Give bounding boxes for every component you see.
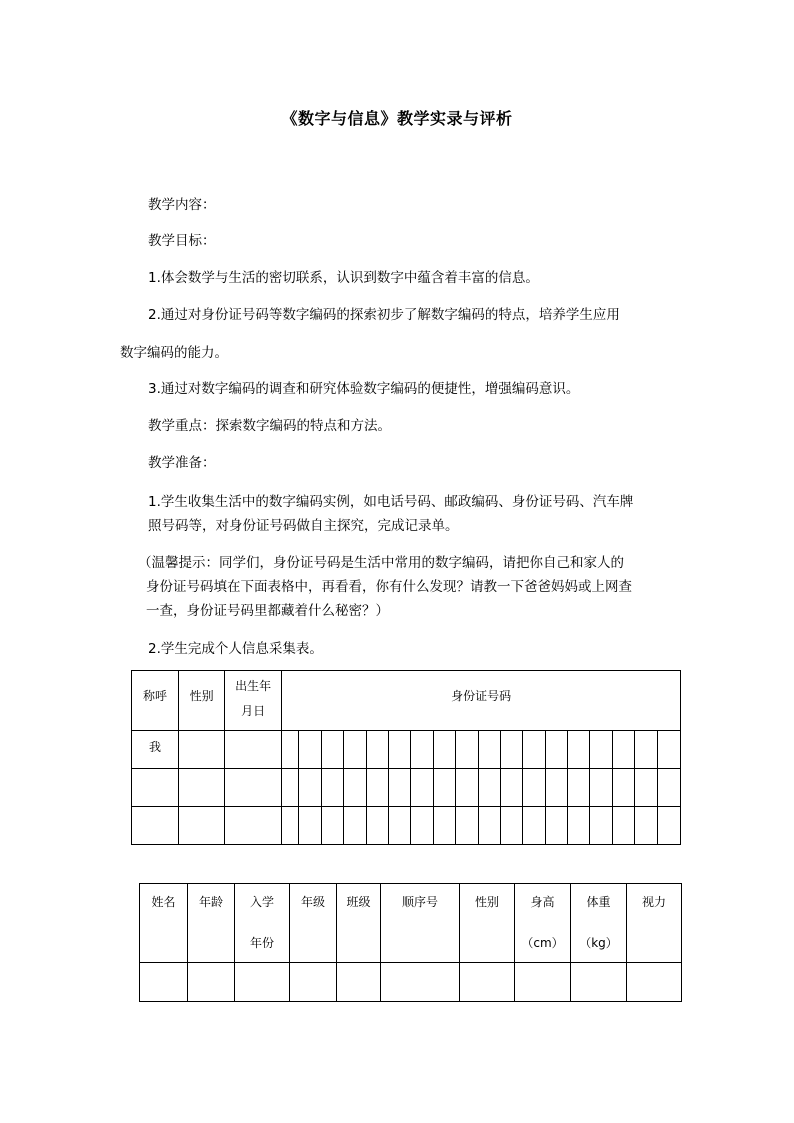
id-digit-cell[interactable] bbox=[456, 731, 479, 769]
id-digit-cell[interactable] bbox=[282, 731, 299, 769]
table-cell[interactable] bbox=[132, 807, 179, 845]
id-record-table bbox=[131, 670, 681, 845]
personal-info-table bbox=[139, 883, 682, 1002]
table-cell[interactable] bbox=[225, 769, 282, 807]
id-digit-cell[interactable] bbox=[613, 807, 635, 845]
id-digit-cell[interactable] bbox=[479, 731, 501, 769]
paragraph: 身份证号码填在下面表格中，再看看，你有什么发现？请教一下爸爸妈妈或上网查 bbox=[146, 579, 632, 595]
table-cell[interactable] bbox=[627, 963, 682, 1002]
table-cell[interactable] bbox=[225, 807, 282, 845]
id-digit-cell[interactable] bbox=[389, 769, 411, 807]
paragraph: 1.学生收集生活中的数字编码实例，如电话号码、邮政编码、身份证号码、汽车牌 bbox=[148, 494, 634, 510]
id-digit-cell[interactable] bbox=[344, 807, 367, 845]
id-digit-cell[interactable] bbox=[658, 807, 681, 845]
table-header-row bbox=[132, 671, 681, 731]
id-digit-cell[interactable] bbox=[523, 731, 546, 769]
table-cell[interactable] bbox=[515, 963, 571, 1002]
page-title: 《数字与信息》教学实录与评析 bbox=[281, 109, 513, 128]
id-digit-cell[interactable] bbox=[546, 731, 568, 769]
id-digit-cell[interactable] bbox=[590, 769, 613, 807]
paragraph: 2.学生完成个人信息采集表。 bbox=[148, 641, 323, 657]
id-digit-cell[interactable] bbox=[501, 731, 523, 769]
paragraph: 教学准备： bbox=[148, 455, 216, 471]
id-digit-cell[interactable] bbox=[434, 807, 456, 845]
id-digit-cell[interactable] bbox=[635, 807, 658, 845]
id-digit-cell[interactable] bbox=[322, 731, 344, 769]
id-digit-cell[interactable] bbox=[479, 807, 501, 845]
table-cell[interactable] bbox=[571, 963, 627, 1002]
id-digit-cell[interactable] bbox=[658, 769, 681, 807]
table-cell[interactable] bbox=[179, 731, 225, 769]
table-row bbox=[132, 769, 681, 807]
id-digit-cell[interactable] bbox=[367, 769, 389, 807]
id-digit-cell[interactable] bbox=[456, 769, 479, 807]
id-digit-cell[interactable] bbox=[658, 731, 681, 769]
paragraph: 教学重点：探索数字编码的特点和方法。 bbox=[148, 418, 391, 434]
id-digit-cell[interactable] bbox=[322, 769, 344, 807]
id-digit-cell[interactable] bbox=[523, 769, 546, 807]
paragraph: 一查，身份证号码里都藏着什么秘密？） bbox=[146, 603, 389, 619]
table-row bbox=[132, 731, 681, 769]
id-digit-cell[interactable] bbox=[568, 769, 590, 807]
table-cell[interactable] bbox=[225, 731, 282, 769]
id-digit-cell[interactable] bbox=[344, 769, 367, 807]
id-digit-cell[interactable] bbox=[568, 731, 590, 769]
paragraph: 1.体会数学与生活的密切联系，认识到数字中蕴含着丰富的信息。 bbox=[148, 270, 539, 286]
paragraph: 教学目标： bbox=[148, 233, 216, 249]
table-cell[interactable] bbox=[179, 807, 225, 845]
header-cell: 性别 bbox=[179, 671, 225, 731]
header-cell: 年龄 bbox=[188, 884, 235, 963]
header-cell: 入学 年份 bbox=[235, 884, 290, 963]
id-digit-cell[interactable] bbox=[546, 769, 568, 807]
paragraph: 2.通过对身份证号码等数字编码的探索初步了解数字编码的特点，培养学生应用 bbox=[148, 307, 620, 323]
id-digit-cell[interactable] bbox=[501, 807, 523, 845]
table-cell[interactable]: 我 bbox=[132, 731, 179, 769]
table-cell[interactable] bbox=[460, 963, 515, 1002]
paragraph: （温馨提示：同学们，身份证号码是生活中常用的数字编码，请把你自己和家人的 bbox=[138, 555, 624, 571]
id-digit-cell[interactable] bbox=[590, 807, 613, 845]
id-digit-cell[interactable] bbox=[367, 807, 389, 845]
id-digit-cell[interactable] bbox=[411, 769, 434, 807]
id-digit-cell[interactable] bbox=[523, 807, 546, 845]
id-digit-cell[interactable] bbox=[322, 807, 344, 845]
id-digit-cell[interactable] bbox=[479, 769, 501, 807]
id-digit-cell[interactable] bbox=[635, 769, 658, 807]
id-digit-cell[interactable] bbox=[389, 731, 411, 769]
table-cell[interactable] bbox=[337, 963, 381, 1002]
table-cell[interactable] bbox=[179, 769, 225, 807]
table-row bbox=[140, 963, 682, 1002]
table-cell[interactable] bbox=[290, 963, 337, 1002]
paragraph: 照号码等，对身份证号码做自主探究，完成记录单。 bbox=[148, 518, 459, 534]
table-cell[interactable] bbox=[188, 963, 235, 1002]
id-digit-cell[interactable] bbox=[434, 731, 456, 769]
id-digit-cell[interactable] bbox=[344, 731, 367, 769]
header-cell: 年级 bbox=[290, 884, 337, 963]
id-digit-cell[interactable] bbox=[411, 731, 434, 769]
paragraph: 数字编码的能力。 bbox=[120, 345, 228, 361]
header-cell: 身高 （cm） bbox=[515, 884, 571, 963]
header-cell: 体重 （kg） bbox=[571, 884, 627, 963]
id-digit-cell[interactable] bbox=[411, 807, 434, 845]
id-digit-cell[interactable] bbox=[299, 731, 322, 769]
table-header-row bbox=[140, 884, 682, 963]
paragraph: 3.通过对数字编码的调查和研究体验数字编码的便捷性，增强编码意识。 bbox=[148, 381, 580, 397]
header-cell: 班级 bbox=[337, 884, 381, 963]
header-cell: 顺序号 bbox=[381, 884, 460, 963]
id-digit-cell[interactable] bbox=[635, 731, 658, 769]
header-cell: 出生年 月日 bbox=[225, 671, 282, 731]
id-digit-cell[interactable] bbox=[282, 769, 299, 807]
id-digit-cell[interactable] bbox=[299, 807, 322, 845]
id-digit-cell[interactable] bbox=[282, 807, 299, 845]
header-cell: 姓名 bbox=[140, 884, 188, 963]
table-cell[interactable] bbox=[235, 963, 290, 1002]
id-digit-cell[interactable] bbox=[613, 769, 635, 807]
id-digit-cell[interactable] bbox=[389, 807, 411, 845]
id-digit-cell[interactable] bbox=[590, 731, 613, 769]
table-cell[interactable] bbox=[132, 769, 179, 807]
id-digit-cell[interactable] bbox=[613, 731, 635, 769]
header-cell: 视力 bbox=[627, 884, 682, 963]
paragraph: 教学内容： bbox=[148, 197, 216, 213]
id-digit-cell[interactable] bbox=[299, 769, 322, 807]
id-digit-cell[interactable] bbox=[546, 807, 568, 845]
table-cell[interactable] bbox=[381, 963, 460, 1002]
header-cell: 称呼 bbox=[132, 671, 179, 731]
table-row bbox=[132, 807, 681, 845]
id-digit-cell[interactable] bbox=[456, 807, 479, 845]
id-digit-cell[interactable] bbox=[501, 769, 523, 807]
header-cell: 性别 bbox=[460, 884, 515, 963]
id-digit-cell[interactable] bbox=[434, 769, 456, 807]
id-digit-cell[interactable] bbox=[367, 731, 389, 769]
id-digit-cell[interactable] bbox=[568, 807, 590, 845]
header-cell: 身份证号码 bbox=[282, 671, 681, 731]
table-cell[interactable] bbox=[140, 963, 188, 1002]
